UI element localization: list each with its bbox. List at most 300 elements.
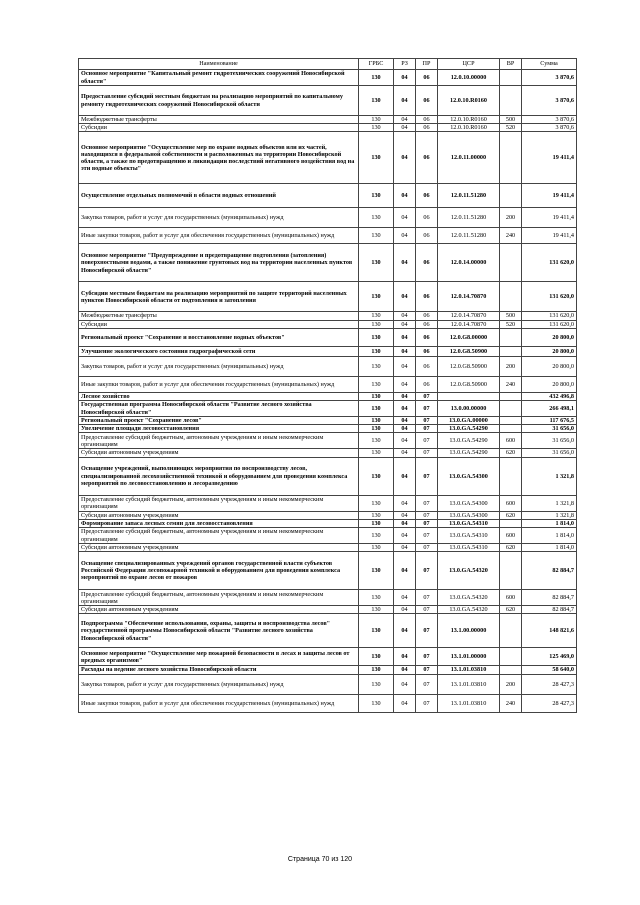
cell-sum: 1 321,8 bbox=[522, 495, 577, 511]
cell-pr: 06 bbox=[416, 86, 438, 116]
cell-grbs: 130 bbox=[359, 590, 394, 606]
cell-vr: 240 bbox=[500, 694, 522, 712]
cell-rz: 04 bbox=[394, 606, 416, 614]
cell-rz: 04 bbox=[394, 457, 416, 495]
cell-pr: 06 bbox=[416, 244, 438, 282]
cell-sum: 131 620,0 bbox=[522, 282, 577, 312]
cell-csr: 12.0.G8.50900 bbox=[438, 346, 500, 356]
header-sum: Сумма bbox=[522, 59, 577, 70]
cell-csr bbox=[438, 392, 500, 400]
cell-name: Закупка товаров, работ и услуг для государственных (муниципальных) нужд bbox=[79, 356, 359, 376]
cell-grbs: 130 bbox=[359, 552, 394, 590]
cell-csr: 13.0.00.00000 bbox=[438, 401, 500, 417]
table-row bbox=[79, 312, 577, 320]
cell-name: Основное мероприятие "Капитальный ремонт гидротехнических сооружений Новосибирской области" bbox=[79, 70, 359, 86]
table-row bbox=[79, 132, 577, 184]
cell-name: Субсидии bbox=[79, 320, 359, 328]
cell-vr bbox=[500, 519, 522, 527]
cell-sum: 131 620,0 bbox=[522, 320, 577, 328]
cell-name: Основное мероприятие "Осуществление мер пожарной безопасности в лесах и защиты лесов от вредных организмов" bbox=[79, 648, 359, 666]
table-row bbox=[79, 674, 577, 694]
cell-rz: 04 bbox=[394, 433, 416, 449]
cell-vr bbox=[500, 328, 522, 346]
cell-rz: 04 bbox=[394, 376, 416, 392]
cell-grbs: 130 bbox=[359, 614, 394, 648]
cell-vr: 200 bbox=[500, 674, 522, 694]
cell-grbs: 130 bbox=[359, 282, 394, 312]
cell-grbs: 130 bbox=[359, 417, 394, 425]
table-row bbox=[79, 417, 577, 425]
cell-pr: 06 bbox=[416, 328, 438, 346]
cell-name: Иные закупки товаров, работ и услуг для обеспечения государственных (муниципальных) нужд bbox=[79, 376, 359, 392]
table-row bbox=[79, 606, 577, 614]
cell-csr: 12.0.11.51280 bbox=[438, 208, 500, 228]
cell-sum: 20 800,0 bbox=[522, 346, 577, 356]
cell-name: Предоставление субсидий бюджетным, автономным учреждениям и иным некоммерческим организациям bbox=[79, 433, 359, 449]
cell-pr: 07 bbox=[416, 457, 438, 495]
table-row bbox=[79, 116, 577, 124]
cell-rz: 04 bbox=[394, 356, 416, 376]
cell-vr bbox=[500, 184, 522, 208]
header-pr: ПР bbox=[416, 59, 438, 70]
cell-rz: 04 bbox=[394, 328, 416, 346]
cell-pr: 06 bbox=[416, 184, 438, 208]
table-row bbox=[79, 392, 577, 400]
cell-grbs: 130 bbox=[359, 433, 394, 449]
cell-vr: 200 bbox=[500, 208, 522, 228]
cell-grbs: 130 bbox=[359, 606, 394, 614]
table-row bbox=[79, 449, 577, 457]
cell-rz: 04 bbox=[394, 449, 416, 457]
cell-sum: 58 640,0 bbox=[522, 666, 577, 674]
cell-name: Субсидии автономным учреждениям bbox=[79, 449, 359, 457]
cell-pr: 07 bbox=[416, 552, 438, 590]
cell-pr: 07 bbox=[416, 425, 438, 433]
cell-pr: 06 bbox=[416, 346, 438, 356]
cell-name: Предоставление субсидий бюджетным, автономным учреждениям и иным некоммерческим организациям bbox=[79, 590, 359, 606]
cell-vr: 200 bbox=[500, 356, 522, 376]
page-number: Страница 70 из 120 bbox=[287, 856, 353, 863]
cell-pr: 07 bbox=[416, 495, 438, 511]
cell-name: Межбюджетные трансферты bbox=[79, 116, 359, 124]
table-row bbox=[79, 433, 577, 449]
cell-csr: 13.0.GA.54300 bbox=[438, 495, 500, 511]
cell-rz: 04 bbox=[394, 666, 416, 674]
cell-name: Субсидии автономным учреждениям bbox=[79, 544, 359, 552]
cell-sum: 31 656,0 bbox=[522, 433, 577, 449]
cell-csr: 13.0.GA.54320 bbox=[438, 606, 500, 614]
cell-rz: 04 bbox=[394, 70, 416, 86]
cell-pr: 07 bbox=[416, 528, 438, 544]
table-row bbox=[79, 544, 577, 552]
cell-vr: 620 bbox=[500, 449, 522, 457]
cell-csr: 13.0.GA.54290 bbox=[438, 449, 500, 457]
cell-pr: 06 bbox=[416, 356, 438, 376]
cell-pr: 07 bbox=[416, 694, 438, 712]
cell-grbs: 130 bbox=[359, 674, 394, 694]
cell-sum: 82 884,7 bbox=[522, 606, 577, 614]
cell-sum: 266 498,1 bbox=[522, 401, 577, 417]
cell-name: Закупка товаров, работ и услуг для государственных (муниципальных) нужд bbox=[79, 208, 359, 228]
cell-sum: 148 821,6 bbox=[522, 614, 577, 648]
cell-grbs: 130 bbox=[359, 70, 394, 86]
cell-csr: 13.1.01.03810 bbox=[438, 674, 500, 694]
cell-sum: 3 870,6 bbox=[522, 86, 577, 116]
cell-pr: 07 bbox=[416, 401, 438, 417]
cell-rz: 04 bbox=[394, 519, 416, 527]
cell-rz: 04 bbox=[394, 425, 416, 433]
cell-name: Закупка товаров, работ и услуг для государственных (муниципальных) нужд bbox=[79, 674, 359, 694]
cell-pr: 06 bbox=[416, 116, 438, 124]
cell-name: Лесное хозяйство bbox=[79, 392, 359, 400]
cell-vr bbox=[500, 70, 522, 86]
cell-pr: 06 bbox=[416, 376, 438, 392]
cell-csr: 13.0.GA.54290 bbox=[438, 433, 500, 449]
cell-vr bbox=[500, 425, 522, 433]
cell-pr: 07 bbox=[416, 590, 438, 606]
cell-sum: 131 620,0 bbox=[522, 312, 577, 320]
cell-rz: 04 bbox=[394, 320, 416, 328]
cell-vr: 620 bbox=[500, 511, 522, 519]
cell-name: Государственная программа Новосибирской области "Развитие лесного хозяйства Новосибирской области" bbox=[79, 401, 359, 417]
cell-name: Межбюджетные трансферты bbox=[79, 312, 359, 320]
cell-sum: 31 656,0 bbox=[522, 425, 577, 433]
cell-name: Формирование запаса лесных семян для лесовосстановления bbox=[79, 519, 359, 527]
cell-grbs: 130 bbox=[359, 320, 394, 328]
cell-sum: 3 870,6 bbox=[522, 70, 577, 86]
cell-rz: 04 bbox=[394, 544, 416, 552]
cell-vr: 620 bbox=[500, 606, 522, 614]
cell-name: Предоставление субсидий бюджетным, автономным учреждениям и иным некоммерческим организациям bbox=[79, 528, 359, 544]
cell-vr: 520 bbox=[500, 124, 522, 132]
cell-rz: 04 bbox=[394, 244, 416, 282]
cell-pr: 07 bbox=[416, 449, 438, 457]
header-vr: ВР bbox=[500, 59, 522, 70]
cell-csr: 12.0.11.00000 bbox=[438, 132, 500, 184]
cell-pr: 06 bbox=[416, 312, 438, 320]
cell-csr: 12.0.14.70870 bbox=[438, 312, 500, 320]
cell-csr: 12.0.11.51280 bbox=[438, 228, 500, 244]
cell-rz: 04 bbox=[394, 511, 416, 519]
cell-rz: 04 bbox=[394, 674, 416, 694]
cell-pr: 07 bbox=[416, 519, 438, 527]
cell-sum: 20 800,0 bbox=[522, 328, 577, 346]
cell-rz: 04 bbox=[394, 495, 416, 511]
cell-sum: 82 884,7 bbox=[522, 590, 577, 606]
table-row bbox=[79, 356, 577, 376]
cell-csr: 12.0.G8.50900 bbox=[438, 376, 500, 392]
cell-pr: 07 bbox=[416, 674, 438, 694]
cell-csr: 12.0.14.70870 bbox=[438, 320, 500, 328]
table-row bbox=[79, 666, 577, 674]
cell-pr: 07 bbox=[416, 544, 438, 552]
cell-vr bbox=[500, 282, 522, 312]
table-row bbox=[79, 648, 577, 666]
cell-csr: 13.0.GA.54300 bbox=[438, 457, 500, 495]
table-row bbox=[79, 184, 577, 208]
cell-grbs: 130 bbox=[359, 528, 394, 544]
cell-vr bbox=[500, 417, 522, 425]
cell-name: Расходы на ведение лесного хозяйства Новосибирской области bbox=[79, 666, 359, 674]
table-row bbox=[79, 495, 577, 511]
cell-csr: 13.0.GA.54310 bbox=[438, 519, 500, 527]
table-row bbox=[79, 86, 577, 116]
cell-pr: 07 bbox=[416, 433, 438, 449]
cell-sum: 1 814,0 bbox=[522, 528, 577, 544]
cell-pr: 06 bbox=[416, 208, 438, 228]
cell-sum: 19 411,4 bbox=[522, 228, 577, 244]
cell-sum: 19 411,4 bbox=[522, 184, 577, 208]
cell-vr bbox=[500, 614, 522, 648]
cell-sum: 19 411,4 bbox=[522, 132, 577, 184]
cell-grbs: 130 bbox=[359, 425, 394, 433]
cell-name: Субсидии автономным учреждениям bbox=[79, 606, 359, 614]
cell-pr: 07 bbox=[416, 511, 438, 519]
cell-csr: 12.0.14.00000 bbox=[438, 244, 500, 282]
cell-csr: 13.1.01.03810 bbox=[438, 666, 500, 674]
table-row bbox=[79, 401, 577, 417]
table-row bbox=[79, 528, 577, 544]
cell-csr: 13.0.GA.54300 bbox=[438, 511, 500, 519]
cell-grbs: 130 bbox=[359, 648, 394, 666]
cell-csr: 12.0.11.51280 bbox=[438, 184, 500, 208]
cell-grbs: 130 bbox=[359, 312, 394, 320]
cell-vr bbox=[500, 346, 522, 356]
table-row bbox=[79, 590, 577, 606]
cell-sum: 432 496,8 bbox=[522, 392, 577, 400]
cell-name: Предоставление субсидий бюджетным, автономным учреждениям и иным некоммерческим организациям bbox=[79, 495, 359, 511]
cell-pr: 06 bbox=[416, 282, 438, 312]
cell-pr: 07 bbox=[416, 606, 438, 614]
table-row bbox=[79, 614, 577, 648]
cell-grbs: 130 bbox=[359, 228, 394, 244]
cell-grbs: 130 bbox=[359, 346, 394, 356]
cell-vr bbox=[500, 552, 522, 590]
cell-rz: 04 bbox=[394, 116, 416, 124]
cell-grbs: 130 bbox=[359, 132, 394, 184]
cell-vr: 520 bbox=[500, 320, 522, 328]
cell-rz: 04 bbox=[394, 614, 416, 648]
cell-grbs: 130 bbox=[359, 356, 394, 376]
cell-csr: 12.0.10.R0160 bbox=[438, 116, 500, 124]
table-row bbox=[79, 457, 577, 495]
cell-grbs: 130 bbox=[359, 124, 394, 132]
cell-vr: 620 bbox=[500, 544, 522, 552]
cell-grbs: 130 bbox=[359, 244, 394, 282]
cell-name: Иные закупки товаров, работ и услуг для обеспечения государственных (муниципальных) нужд bbox=[79, 228, 359, 244]
cell-csr: 12.0.G8.00000 bbox=[438, 328, 500, 346]
cell-pr: 06 bbox=[416, 228, 438, 244]
cell-grbs: 130 bbox=[359, 208, 394, 228]
table-row bbox=[79, 511, 577, 519]
cell-rz: 04 bbox=[394, 312, 416, 320]
cell-sum: 3 870,6 bbox=[522, 116, 577, 124]
cell-grbs: 130 bbox=[359, 401, 394, 417]
table-row bbox=[79, 694, 577, 712]
cell-sum: 1 814,0 bbox=[522, 519, 577, 527]
cell-grbs: 130 bbox=[359, 184, 394, 208]
cell-vr: 240 bbox=[500, 376, 522, 392]
cell-rz: 04 bbox=[394, 184, 416, 208]
budget-table bbox=[78, 58, 577, 713]
cell-sum: 1 814,0 bbox=[522, 544, 577, 552]
cell-rz: 04 bbox=[394, 208, 416, 228]
cell-rz: 04 bbox=[394, 392, 416, 400]
cell-grbs: 130 bbox=[359, 519, 394, 527]
cell-grbs: 130 bbox=[359, 392, 394, 400]
cell-vr bbox=[500, 666, 522, 674]
cell-name: Подпрограмма "Обеспечение использования, охраны, защиты и воспроизводства лесов" государственной программы Новосибирской области "Развитие лесного хозяйства Новосибирской области" bbox=[79, 614, 359, 648]
table-row bbox=[79, 376, 577, 392]
cell-csr: 13.1.01.03810 bbox=[438, 694, 500, 712]
cell-sum: 1 321,8 bbox=[522, 457, 577, 495]
cell-name: Иные закупки товаров, работ и услуг для обеспечения государственных (муниципальных) нужд bbox=[79, 694, 359, 712]
cell-name: Основное мероприятие "Осуществление мер по охране водных объектов или их частей, находящихся в федеральной собственности и расположенных на территории Новосибирской области, а также по предотвращению и ликвидации последствий негативного воздействия вод на эти водные объекты" bbox=[79, 132, 359, 184]
cell-sum: 19 411,4 bbox=[522, 208, 577, 228]
cell-name: Региональный проект "Сохранение лесов" bbox=[79, 417, 359, 425]
cell-csr: 13.1.00.00000 bbox=[438, 614, 500, 648]
cell-grbs: 130 bbox=[359, 116, 394, 124]
cell-grbs: 130 bbox=[359, 376, 394, 392]
header-grbs: ГРБС bbox=[359, 59, 394, 70]
cell-sum: 20 800,0 bbox=[522, 376, 577, 392]
cell-sum: 117 676,5 bbox=[522, 417, 577, 425]
cell-pr: 06 bbox=[416, 132, 438, 184]
cell-grbs: 130 bbox=[359, 666, 394, 674]
cell-rz: 04 bbox=[394, 417, 416, 425]
cell-grbs: 130 bbox=[359, 511, 394, 519]
cell-sum: 20 800,0 bbox=[522, 356, 577, 376]
cell-vr: 500 bbox=[500, 312, 522, 320]
table-row bbox=[79, 328, 577, 346]
cell-sum: 82 884,7 bbox=[522, 552, 577, 590]
cell-csr: 13.0.GA.54290 bbox=[438, 425, 500, 433]
table-row bbox=[79, 519, 577, 527]
cell-vr bbox=[500, 457, 522, 495]
cell-pr: 06 bbox=[416, 320, 438, 328]
cell-rz: 04 bbox=[394, 346, 416, 356]
cell-vr: 600 bbox=[500, 433, 522, 449]
cell-pr: 07 bbox=[416, 614, 438, 648]
cell-grbs: 130 bbox=[359, 86, 394, 116]
table-row bbox=[79, 282, 577, 312]
cell-name: Оснащение учреждений, выполняющих мероприятия по воспроизводству лесов, специализированной лесохозяйственной техникой и оборудованием для проведения комплекса мероприятий по лесовосстановлению и лесоразведению bbox=[79, 457, 359, 495]
cell-sum: 125 469,0 bbox=[522, 648, 577, 666]
cell-csr: 12.0.10.00000 bbox=[438, 70, 500, 86]
header-rz: РЗ bbox=[394, 59, 416, 70]
table-row bbox=[79, 425, 577, 433]
cell-csr: 13.0.GA.54320 bbox=[438, 552, 500, 590]
cell-vr: 500 bbox=[500, 116, 522, 124]
cell-name: Субсидии местным бюджетам на реализацию мероприятий по защите территорий населенных пунктов Новосибирской области от подтопления и затопления bbox=[79, 282, 359, 312]
table-row bbox=[79, 228, 577, 244]
cell-sum: 28 427,3 bbox=[522, 674, 577, 694]
cell-csr: 12.0.14.70870 bbox=[438, 282, 500, 312]
cell-vr bbox=[500, 401, 522, 417]
cell-rz: 04 bbox=[394, 86, 416, 116]
cell-pr: 06 bbox=[416, 70, 438, 86]
cell-rz: 04 bbox=[394, 401, 416, 417]
cell-csr: 12.0.10.R0160 bbox=[438, 86, 500, 116]
cell-vr: 240 bbox=[500, 228, 522, 244]
cell-rz: 04 bbox=[394, 590, 416, 606]
table-row bbox=[79, 244, 577, 282]
table-row bbox=[79, 346, 577, 356]
cell-rz: 04 bbox=[394, 694, 416, 712]
table-body bbox=[79, 70, 577, 713]
cell-grbs: 130 bbox=[359, 495, 394, 511]
cell-rz: 04 bbox=[394, 124, 416, 132]
cell-csr: 13.0.GA.00000 bbox=[438, 417, 500, 425]
cell-grbs: 130 bbox=[359, 457, 394, 495]
cell-grbs: 130 bbox=[359, 694, 394, 712]
cell-name: Улучшение экологического состояния гидрографической сети bbox=[79, 346, 359, 356]
cell-name: Субсидии автономным учреждениям bbox=[79, 511, 359, 519]
cell-pr: 07 bbox=[416, 417, 438, 425]
cell-vr bbox=[500, 244, 522, 282]
cell-grbs: 130 bbox=[359, 449, 394, 457]
cell-sum: 1 321,8 bbox=[522, 511, 577, 519]
cell-name: Предоставление субсидий местным бюджетам на реализацию мероприятий по капитальному ремонту гидротехнических сооружений Новосибирской области bbox=[79, 86, 359, 116]
cell-vr bbox=[500, 648, 522, 666]
table-row bbox=[79, 552, 577, 590]
cell-vr bbox=[500, 392, 522, 400]
cell-rz: 04 bbox=[394, 648, 416, 666]
cell-pr: 07 bbox=[416, 392, 438, 400]
cell-name: Субсидии bbox=[79, 124, 359, 132]
cell-vr bbox=[500, 132, 522, 184]
header-name: Наименование bbox=[79, 59, 359, 70]
cell-vr: 600 bbox=[500, 528, 522, 544]
table-row bbox=[79, 124, 577, 132]
cell-csr: 13.0.GA.54310 bbox=[438, 544, 500, 552]
cell-name: Основное мероприятие "Предупреждение и предотвращение подтопления (затопления) поверхностными водами, а также понижение грунтовых вод на территории населенных пунктов Новосибирской области" bbox=[79, 244, 359, 282]
cell-csr: 12.0.G8.50900 bbox=[438, 356, 500, 376]
table-row bbox=[79, 70, 577, 86]
cell-sum: 3 870,6 bbox=[522, 124, 577, 132]
document-page bbox=[78, 58, 576, 713]
cell-pr: 07 bbox=[416, 648, 438, 666]
cell-rz: 04 bbox=[394, 282, 416, 312]
cell-rz: 04 bbox=[394, 132, 416, 184]
cell-pr: 07 bbox=[416, 666, 438, 674]
cell-name: Региональный проект "Сохранение и восстановление водных объектов" bbox=[79, 328, 359, 346]
cell-sum: 131 620,0 bbox=[522, 244, 577, 282]
cell-name: Оснащение специализированных учреждений органов государственной власти субъектов Российской Федерации лесопожарной техникой и оборудованием для проведения комплекса мероприятий по охране лесов от пожаров bbox=[79, 552, 359, 590]
cell-csr: 13.0.GA.54310 bbox=[438, 528, 500, 544]
cell-grbs: 130 bbox=[359, 544, 394, 552]
cell-vr bbox=[500, 86, 522, 116]
cell-csr: 13.1.01.00000 bbox=[438, 648, 500, 666]
cell-name: Увеличение площади лесовосстановления bbox=[79, 425, 359, 433]
cell-grbs: 130 bbox=[359, 328, 394, 346]
cell-rz: 04 bbox=[394, 528, 416, 544]
cell-rz: 04 bbox=[394, 228, 416, 244]
table-row bbox=[79, 320, 577, 328]
cell-csr: 12.0.10.R0160 bbox=[438, 124, 500, 132]
cell-pr: 06 bbox=[416, 124, 438, 132]
cell-vr: 600 bbox=[500, 495, 522, 511]
table-header-row bbox=[79, 59, 577, 70]
header-csr: ЦСР bbox=[438, 59, 500, 70]
cell-rz: 04 bbox=[394, 552, 416, 590]
cell-sum: 28 427,3 bbox=[522, 694, 577, 712]
table-row bbox=[79, 208, 577, 228]
cell-vr: 600 bbox=[500, 590, 522, 606]
cell-name: Осуществление отдельных полномочий в области водных отношений bbox=[79, 184, 359, 208]
cell-sum: 31 656,0 bbox=[522, 449, 577, 457]
cell-csr: 13.0.GA.54320 bbox=[438, 590, 500, 606]
